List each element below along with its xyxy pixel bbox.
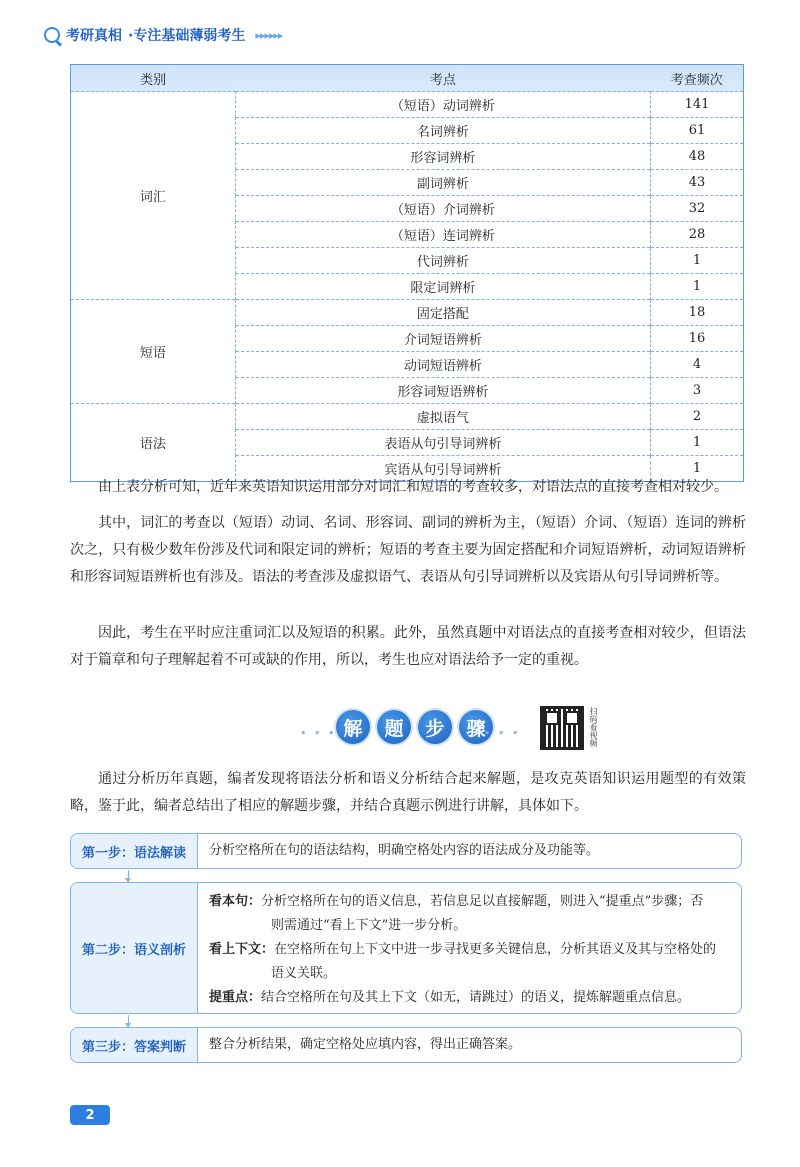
title-char: 题 [377,710,411,744]
frequency-cell: 141 [651,92,744,118]
title-char: 步 [418,710,452,744]
category-cell: 语法 [71,404,236,482]
step-2-item [209,938,733,986]
point-cell: （短语）动词辨析 [235,92,650,118]
step-2-item-text: 分析空格所在句的语义信息，若信息足以直接解题，则进入“提重点”步骤；否 [261,894,704,909]
step-2-body [209,883,733,1013]
qr-code-icon[interactable] [540,706,584,750]
frequency-cell: 2 [651,404,744,430]
point-cell: 限定词辨析 [235,274,650,300]
frequency-cell: 28 [651,222,744,248]
point-cell: 宾语从句引导词辨析 [235,456,650,482]
step-connector-arrow-icon [128,1015,129,1027]
step-1-text: 分析空格所在句的语法结构，明确空格处内容的语法成分及功能等。 [209,843,600,858]
header-frequency: 考查频次 [651,65,744,92]
table-header-row [71,65,744,92]
step-2-item-text-cont: 语义关联。 [271,966,337,981]
point-cell: 虚拟语气 [235,404,650,430]
header-point: 考点 [235,65,650,92]
step-2-item-head: 看上下文： [209,942,275,957]
qr-label: 扫码看视频 [589,707,598,747]
point-cell: 副词辨析 [235,170,650,196]
frequency-cell: 1 [651,456,744,482]
table-row [71,300,744,326]
step-connector-arrow-icon [128,870,129,882]
frequency-cell: 1 [651,430,744,456]
frequency-cell: 1 [651,274,744,300]
section-title-circles [336,710,493,744]
page-header [44,24,282,46]
intro-paragraph: 通过分析历年真题，编者发现将语法分析和语义分析结合起来解题，是攻克英语知识运用题型的有效策略，鉴于此，编者总结出了相应的解题步骤，并结合真题示例进行讲解，具体如下。 [70,771,746,814]
frequency-cell: 3 [651,378,744,404]
point-cell: 动词短语辨析 [235,352,650,378]
step-2-label: 第二步：语义剖析 [71,883,198,1013]
table-row [71,92,744,118]
step-3-text: 整合分析结果，确定空格处应填内容，得出正确答案。 [209,1037,522,1052]
point-cell: 介词短语辨析 [235,326,650,352]
brand-slogan: ·专注基础薄弱考生 [128,28,246,44]
page-number: 2 [70,1105,110,1125]
step-2-item [209,986,733,1010]
step-3-box [70,1027,742,1063]
arrows-decoration-icon: ▸▸▸▸▸▸ [255,28,283,42]
frequency-cell: 48 [651,144,744,170]
frequency-cell: 18 [651,300,744,326]
step-2-box [70,882,742,1014]
analysis-paragraph-1: 由上表分析可知，近年来英语知识运用部分对词汇和短语的考查较多，对语法点的直接考查相对较少。 [98,479,728,495]
dots-decoration-right: • • • [484,727,521,740]
step-3-label: 第三步：答案判断 [71,1028,198,1062]
frequency-cell: 4 [651,352,744,378]
dots-decoration-left: • • • [300,727,337,740]
step-1-label: 第一步：语法解读 [71,834,198,868]
section-heading [0,706,800,750]
header-category: 类别 [71,65,236,92]
frequency-cell: 1 [651,248,744,274]
frequency-cell: 32 [651,196,744,222]
frequency-table [70,64,744,482]
step-2-item-text: 结合空格所在句及其上下文（如无，请跳过）的语义，提炼解题重点信息。 [261,990,691,1005]
step-2-item-head: 提重点： [209,990,262,1005]
point-cell: 表语从句引导词辨析 [235,430,650,456]
point-cell: 代词辨析 [235,248,650,274]
brand-name: 考研真相 [66,28,122,44]
analysis-paragraph-2: 其中，词汇的考查以（短语）动词、名词、形容词、副词的辨析为主，（短语）介词、（短语）连词的辨析次之，只有极少数年份涉及代词和限定词的辨析；短语的考查主要为固定搭配和介词短语辨析，动词短语辨析和形容词短语辨析也有涉及。语法的考查涉及虚拟语气、表语从句引导词辨析以及宾语从句引导词辨析等。 [70,515,746,585]
category-cell: 短语 [71,300,236,404]
point-cell: 形容词短语辨析 [235,378,650,404]
point-cell: 形容词辨析 [235,144,650,170]
frequency-cell: 43 [651,170,744,196]
frequency-cell: 61 [651,118,744,144]
point-cell: 名词辨析 [235,118,650,144]
title-char: 解 [336,710,370,744]
step-1-box [70,833,742,869]
step-2-item [209,890,733,938]
step-2-item-text: 在空格所在句上下文中进一步寻找更多关键信息，分析其语义及其与空格处的 [274,942,717,957]
analysis-paragraph-3: 因此，考生在平时应注重词汇以及短语的积累。此外，虽然真题中对语法点的直接考查相对较少，但语法对于篇章和句子理解起着不可或缺的作用，所以，考生也应对语法给予一定的重视。 [70,625,746,668]
title-char: 骤 [459,710,493,744]
category-cell: 词汇 [71,92,236,300]
step-2-item-text-cont: 则需通过“看上下文”进一步分析。 [271,918,467,933]
table-row [71,404,744,430]
point-cell: （短语）介词辨析 [235,196,650,222]
point-cell: （短语）连词辨析 [235,222,650,248]
point-cell: 固定搭配 [235,300,650,326]
frequency-cell: 16 [651,326,744,352]
search-logo-icon [44,27,60,43]
step-2-item-head: 看本句： [209,894,262,909]
